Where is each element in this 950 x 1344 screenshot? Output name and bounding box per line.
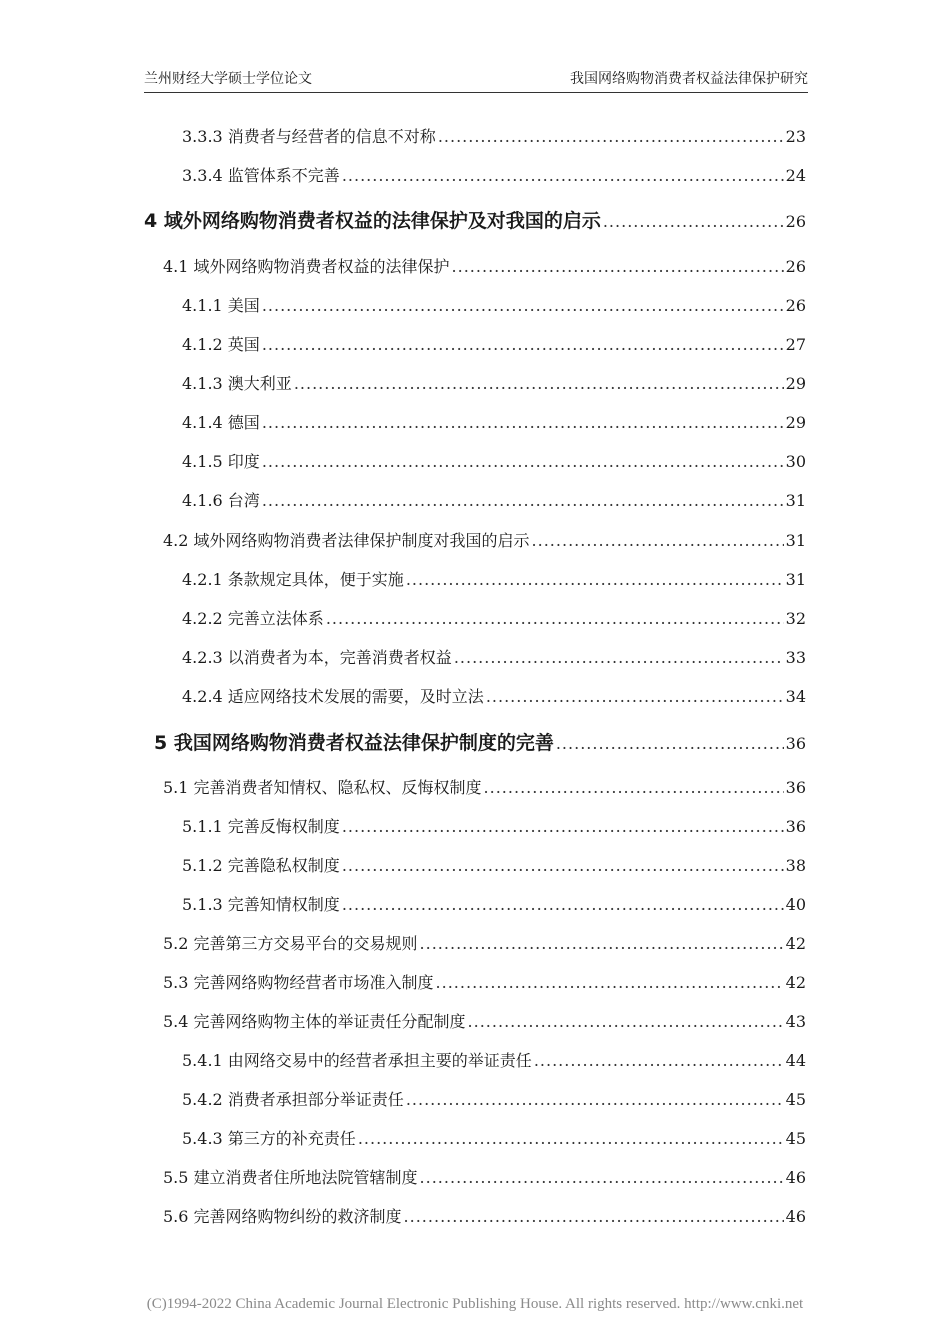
toc-entry-title: 5 我国网络购物消费者权益法律保护制度的完善 bbox=[154, 732, 554, 754]
toc-entry[interactable] bbox=[182, 124, 806, 147]
header-university: 兰州财经大学硕士学位论文 bbox=[144, 71, 312, 87]
toc-entry-page: 36 bbox=[785, 734, 806, 753]
toc-entry-page: 44 bbox=[785, 1051, 806, 1070]
toc-entry-title: 5.6 完善网络购物纠纷的救济制度 bbox=[163, 1207, 402, 1226]
toc-entry[interactable] bbox=[163, 254, 806, 277]
toc-chapter[interactable] bbox=[154, 728, 806, 755]
toc-entry[interactable] bbox=[182, 567, 806, 590]
toc-entry-title: 5.4 完善网络购物主体的举证责任分配制度 bbox=[163, 1012, 466, 1031]
toc-entry[interactable] bbox=[182, 371, 806, 394]
toc-entry-page: 33 bbox=[785, 648, 806, 667]
toc-leader bbox=[436, 973, 784, 992]
toc-leader bbox=[534, 1051, 784, 1070]
toc-entry-page: 31 bbox=[785, 491, 806, 510]
toc-leader bbox=[452, 257, 784, 276]
toc-entry-page: 36 bbox=[785, 778, 806, 797]
toc-leader bbox=[532, 531, 784, 550]
toc-entry-title: 5.4.1 由网络交易中的经营者承担主要的举证责任 bbox=[182, 1051, 532, 1070]
toc-entry[interactable] bbox=[182, 892, 806, 915]
toc-entry-page: 42 bbox=[785, 973, 806, 992]
toc-leader bbox=[342, 166, 784, 185]
toc-entry-page: 43 bbox=[785, 1012, 806, 1031]
toc-entry-title: 3.3.4 监管体系不完善 bbox=[182, 166, 340, 185]
toc-entry-title: 4.1.3 澳大利亚 bbox=[182, 374, 292, 393]
toc-entry[interactable] bbox=[182, 684, 806, 707]
toc-entry-page: 23 bbox=[785, 127, 806, 146]
toc-entry-page: 30 bbox=[785, 452, 806, 471]
toc-entry-page: 27 bbox=[785, 335, 806, 354]
toc-entry[interactable] bbox=[182, 1087, 806, 1110]
toc-entry-title: 5.5 建立消费者住所地法院管辖制度 bbox=[163, 1168, 418, 1187]
toc-entry[interactable] bbox=[182, 853, 806, 876]
toc-entry-page: 32 bbox=[785, 609, 806, 628]
toc-entry-title: 5.4.3 第三方的补充责任 bbox=[182, 1129, 356, 1148]
toc-entry-title: 5.3 完善网络购物经营者市场准入制度 bbox=[163, 973, 434, 992]
toc-entry-title: 5.4.2 消费者承担部分举证责任 bbox=[182, 1090, 404, 1109]
toc-entry-page: 45 bbox=[785, 1129, 806, 1148]
toc-entry[interactable] bbox=[182, 645, 806, 668]
toc-chapter[interactable] bbox=[144, 206, 806, 233]
toc-entry-page: 29 bbox=[785, 413, 806, 432]
toc-leader bbox=[262, 413, 784, 432]
toc-entry[interactable] bbox=[182, 410, 806, 433]
toc-entry-page: 26 bbox=[785, 296, 806, 315]
toc-entry-page: 40 bbox=[785, 895, 806, 914]
header-thesis-title: 我国网络购物消费者权益法律保护研究 bbox=[570, 71, 808, 87]
toc-leader bbox=[262, 491, 784, 510]
toc-entry-page: 46 bbox=[785, 1168, 806, 1187]
toc-entry-title: 5.1.3 完善知情权制度 bbox=[182, 895, 340, 914]
toc-entry[interactable] bbox=[163, 1009, 806, 1032]
toc-leader bbox=[262, 452, 784, 471]
toc-entry[interactable] bbox=[182, 606, 806, 629]
toc-entry[interactable] bbox=[163, 970, 806, 993]
toc-entry-title: 5.2 完善第三方交易平台的交易规则 bbox=[163, 934, 418, 953]
toc-entry[interactable] bbox=[182, 1048, 806, 1071]
toc-entry[interactable] bbox=[163, 1204, 806, 1227]
toc-entry[interactable] bbox=[182, 163, 806, 186]
toc-leader bbox=[603, 212, 784, 231]
toc-leader bbox=[262, 296, 784, 315]
toc-entry-page: 24 bbox=[785, 166, 806, 185]
toc-leader bbox=[294, 374, 784, 393]
toc-entry[interactable] bbox=[182, 1126, 806, 1149]
toc-entry[interactable] bbox=[163, 931, 806, 954]
toc-entry[interactable] bbox=[182, 332, 806, 355]
toc-leader bbox=[406, 1090, 784, 1109]
toc-entry-title: 4.2.2 完善立法体系 bbox=[182, 609, 324, 628]
toc-entry-title: 4.2.4 适应网络技术发展的需要，及时立法 bbox=[182, 687, 484, 706]
copyright-footer: (C)1994-2022 China Academic Journal Electronic Publishing House. All rights reserved. http://www.cnki.net bbox=[146, 1296, 804, 1312]
toc-entry-page: 38 bbox=[785, 856, 806, 875]
toc-entry-title: 4.1.1 美国 bbox=[182, 296, 260, 315]
toc-leader bbox=[420, 934, 784, 953]
toc-entry-title: 4.2.1 条款规定具体，便于实施 bbox=[182, 570, 404, 589]
toc-entry-title: 3.3.3 消费者与经营者的信息不对称 bbox=[182, 127, 436, 146]
toc-leader bbox=[486, 687, 784, 706]
toc-entry-page: 42 bbox=[785, 934, 806, 953]
toc-entry-title: 4.1.5 印度 bbox=[182, 452, 260, 471]
toc-entry-page: 36 bbox=[785, 817, 806, 836]
toc-leader bbox=[262, 335, 784, 354]
toc-entry-page: 29 bbox=[785, 374, 806, 393]
toc-entry[interactable] bbox=[182, 488, 806, 511]
toc-entry-page: 45 bbox=[785, 1090, 806, 1109]
toc-leader bbox=[468, 1012, 784, 1031]
page-header bbox=[144, 64, 808, 93]
toc-leader bbox=[454, 648, 784, 667]
toc-leader bbox=[420, 1168, 784, 1187]
toc-entry[interactable] bbox=[163, 1165, 806, 1188]
toc-entry-title: 4.2 域外网络购物消费者法律保护制度对我国的启示 bbox=[163, 531, 530, 550]
toc-entry[interactable] bbox=[182, 293, 806, 316]
toc-entry-page: 31 bbox=[785, 531, 806, 550]
toc-entry-title: 4.1.2 英国 bbox=[182, 335, 260, 354]
toc-leader bbox=[342, 856, 784, 875]
toc-entry-title: 4 域外网络购物消费者权益的法律保护及对我国的启示 bbox=[144, 210, 601, 232]
toc-entry[interactable] bbox=[163, 775, 806, 798]
toc-leader bbox=[404, 1207, 784, 1226]
toc-entry[interactable] bbox=[163, 528, 806, 551]
toc-entry-title: 5.1.2 完善隐私权制度 bbox=[182, 856, 340, 875]
toc-entry-title: 4.1.6 台湾 bbox=[182, 491, 260, 510]
toc-entry-title: 4.2.3 以消费者为本，完善消费者权益 bbox=[182, 648, 452, 667]
toc-leader bbox=[556, 734, 784, 753]
toc-leader bbox=[358, 1129, 784, 1148]
toc-entry-page: 26 bbox=[785, 257, 806, 276]
toc-entry-page: 31 bbox=[785, 570, 806, 589]
toc-leader bbox=[484, 778, 784, 797]
toc-entry[interactable] bbox=[182, 449, 806, 472]
toc-leader bbox=[342, 895, 784, 914]
toc-entry-title: 4.1.4 德国 bbox=[182, 413, 260, 432]
toc-entry-page: 34 bbox=[785, 687, 806, 706]
toc-leader bbox=[438, 127, 784, 146]
toc-entry-page: 46 bbox=[785, 1207, 806, 1226]
toc-entry-title: 5.1 完善消费者知情权、隐私权、反悔权制度 bbox=[163, 778, 482, 797]
toc-entry[interactable] bbox=[182, 814, 806, 837]
toc-entry-title: 4.1 域外网络购物消费者权益的法律保护 bbox=[163, 257, 450, 276]
toc-entry-page: 26 bbox=[785, 212, 806, 231]
toc-leader bbox=[406, 570, 784, 589]
toc-entry-title: 5.1.1 完善反悔权制度 bbox=[182, 817, 340, 836]
toc-leader bbox=[342, 817, 784, 836]
toc-leader bbox=[326, 609, 784, 628]
